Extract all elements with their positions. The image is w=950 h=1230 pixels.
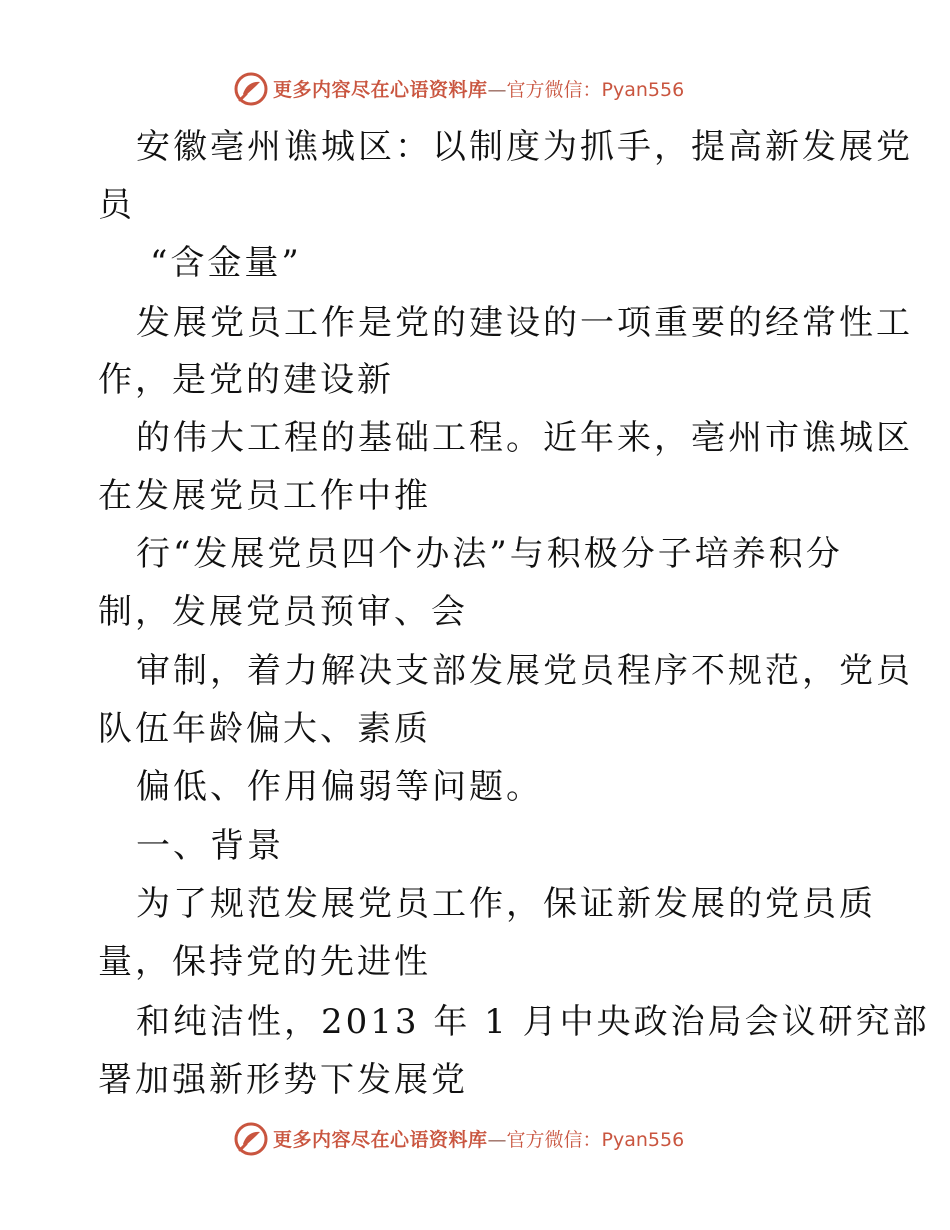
paragraph-line: 发展党员工作是党的建设的一项重要的经常性工 — [136, 303, 913, 343]
paragraph-line: 的伟大工程的基础工程。近年来，亳州市谯城区 — [136, 418, 913, 458]
document-title-line-1: 安徽亳州谯城区：以制度为抓手，提高新发展党 — [136, 127, 913, 167]
paragraph-line: 偏低、作用偏弱等问题。 — [136, 767, 543, 807]
banner-brand: 更多内容尽在心语资料库 — [273, 1129, 488, 1151]
paragraph-line: 和纯洁性，2013 年 1 月中央政治局会议研究部 — [136, 1002, 930, 1042]
brand-logo-icon — [234, 1122, 268, 1156]
paragraph-line: 队伍年龄偏大、素质 — [98, 709, 431, 749]
paragraph-line: 审制，着力解决支部发展党员程序不规范，党员 — [136, 651, 913, 691]
banner-wechat-label: 官方微信： — [506, 79, 602, 101]
section-heading: 一、背景 — [136, 826, 284, 866]
document-title-line-3: “含金量” — [150, 243, 302, 283]
footer-banner — [0, 1118, 950, 1162]
banner-wechat-id: Pyan556 — [601, 79, 685, 101]
paragraph-line: 署加强新形势下发展党 — [98, 1060, 468, 1100]
paragraph-line: 制，发展党员预审、会 — [98, 592, 468, 632]
paragraph-line: 量，保持党的先进性 — [98, 942, 431, 982]
banner-brand: 更多内容尽在心语资料库 — [273, 79, 488, 101]
banner-wechat-label: 官方微信： — [506, 1129, 602, 1151]
paragraph-line: 为了规范发展党员工作，保证新发展的党员质 — [136, 884, 876, 924]
paragraph-line: 作，是党的建设新 — [98, 360, 394, 400]
banner-dash: — — [487, 1129, 507, 1151]
banner-wechat-id: Pyan556 — [601, 1129, 685, 1151]
paragraph-line: 行“发展党员四个办法”与积极分子培养积分 — [136, 534, 843, 574]
document-title-line-2: 员 — [98, 185, 135, 225]
paragraph-line: 在发展党员工作中推 — [98, 476, 431, 516]
banner-text — [273, 1128, 684, 1152]
banner-dash: — — [487, 79, 507, 101]
